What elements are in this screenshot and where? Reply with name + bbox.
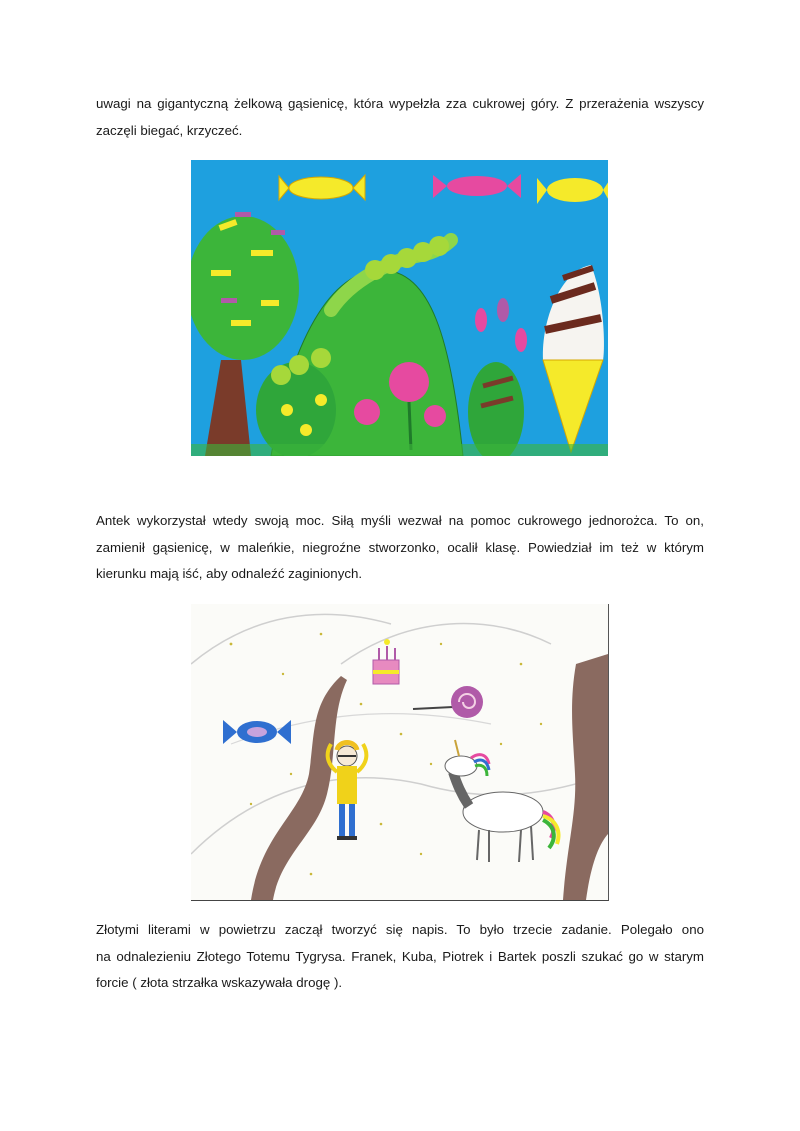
candy-land-drawing	[191, 160, 608, 456]
paragraph-2	[96, 508, 704, 588]
paragraph-line: forcie ( złota strzałka wskazywała drogę ).	[96, 975, 343, 990]
paragraph-line: Złotymi literami w powietrzu zaczął tworzyć się napis. To było trzecie zadanie. Polegało ono	[96, 922, 704, 937]
unicorn-drawing	[191, 604, 609, 901]
paragraph-1	[96, 91, 704, 144]
paragraph-line: uwagi na gigantyczną żelkową gąsienicę, która wypełzła zza cukrowej góry. Z przerażenia wszyscy	[96, 96, 704, 111]
paragraph-line: kierunku mają iść, aby odnaleźć zaginionych.	[96, 566, 363, 581]
paragraph-3	[96, 917, 704, 997]
paragraph-line: Antek wykorzystał wtedy swoją moc. Siłą myśli wezwał na pomoc cukrowego jednorożca. To on,	[96, 513, 704, 528]
paragraph-line: zamienił gąsienicę, w maleńkie, niegroźne stworzonko, ocalił klasę. Powiedział im też w którym	[96, 539, 704, 555]
paragraph-line: na odnalezieniu Złotego Totemu Tygrysa. Franek, Kuba, Piotrek i Bartek poszli szukać go w starym	[96, 948, 704, 964]
paragraph-line: zaczęli biegać, krzyczeć.	[96, 122, 243, 138]
